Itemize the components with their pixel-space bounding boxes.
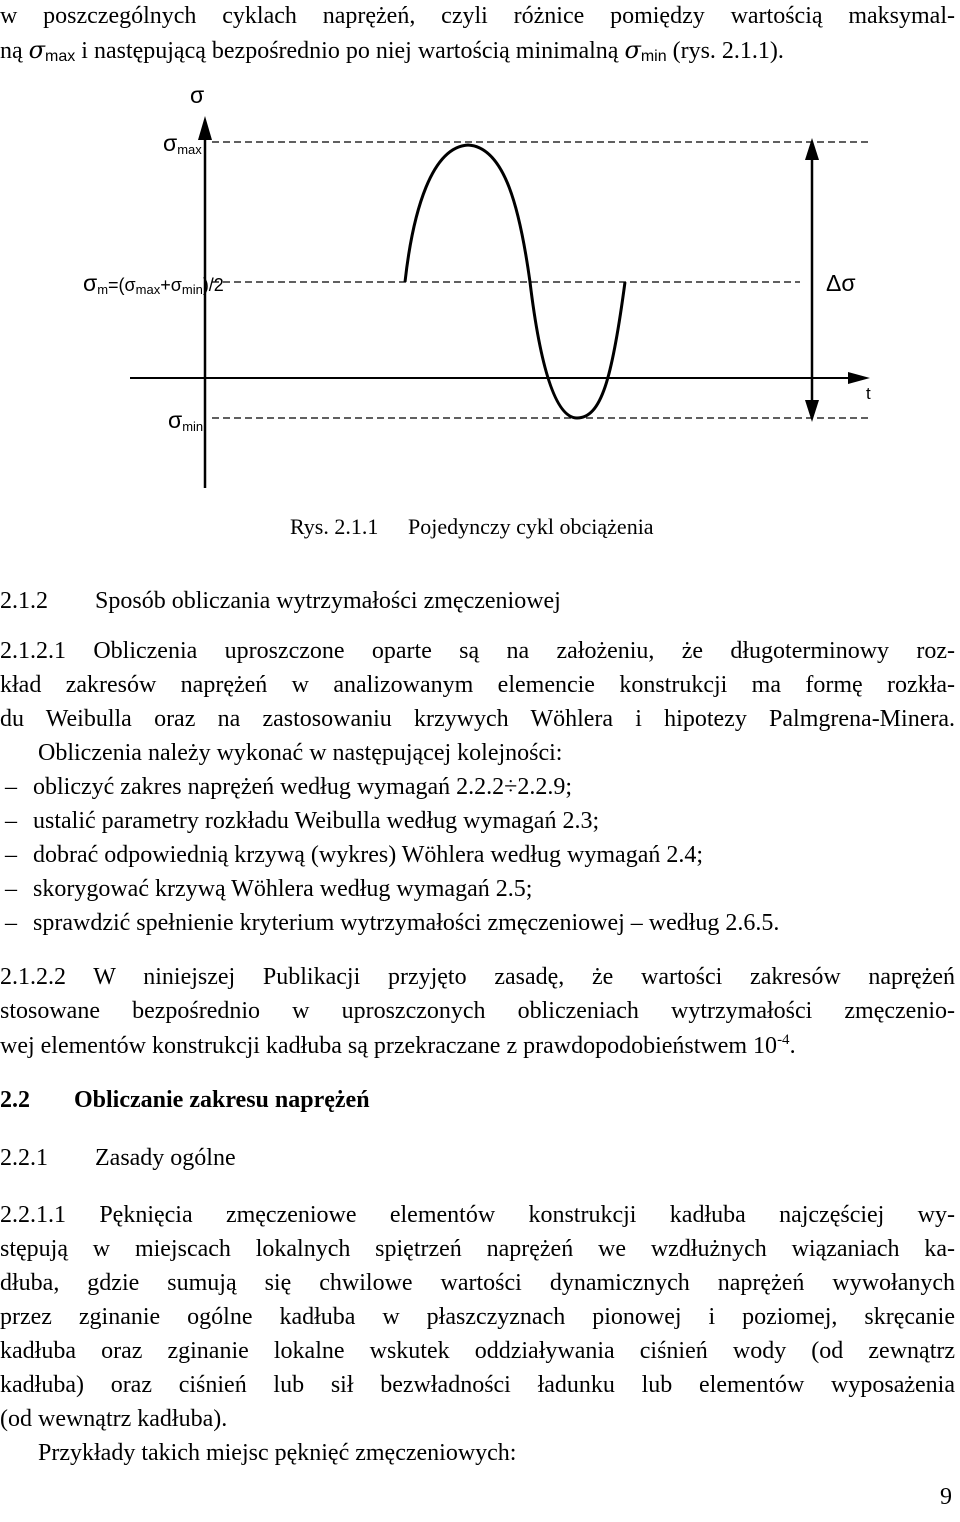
sigma-axis-label: σ: [190, 82, 205, 108]
para-2121-line-2: kład zakresów naprężeń w analizowanym elemencie konstrukcji ma formę rozkła-: [0, 672, 955, 698]
figure-caption: Rys. 2.1.1 Pojedynczy cykl obciążenia: [290, 514, 654, 539]
para-2121-line-1: 2.1.2.1 Obliczenia uproszczone oparte są na założeniu, że długoterminowy roz-: [0, 638, 955, 664]
para-22111-line-4: przez zginanie ogólne kadłuba w płaszczyznach pionowej i poziomej, skręcanie: [0, 1304, 955, 1330]
intro-line-2: ną $\sigma_{max}$ i następującą bezpośrednio po niej wartością minimalną $\sigma_{min}$ (rys. 2.1.1).: [0, 36, 784, 65]
sigma-m-label: $\sigma_m=(\sigma_{max}+\sigma_{min})/2$: [83, 270, 224, 297]
para-2121-line-3: du Weibulla oraz na zastosowaniu krzywych Wöhlera i hipotezy Palmgrena-Minera.: [0, 706, 955, 732]
section-2-2-1-heading: 2.2.1 Zasady ogólne: [0, 1145, 236, 1171]
section-2-2-heading: 2.2 Obliczanie zakresu naprężeń: [0, 1087, 370, 1113]
sigma-min-label: $\sigma_{min}$: [168, 407, 204, 434]
list-item: – ustalić parametry rozkładu Weibulla według wymagań 2.3;: [5, 808, 600, 834]
stress-cycle-figure: [0, 70, 960, 550]
para-22111-line-5: kadłuba oraz zginanie lokalne wskutek oddziaływania ciśnień wody (od zewnątrz: [0, 1338, 955, 1364]
para-22111-line-1: 2.2.1.1 Pęknięcia zmęczeniowe elementów konstrukcji kadłuba najczęściej wy-: [0, 1202, 955, 1228]
para-2122-line-2: stosowane bezpośrednio w uproszczonych obliczeniach wytrzymałości zmęczenio-: [0, 998, 955, 1024]
list-item: – dobrać odpowiednią krzywą (wykres) Wöhlera według wymagań 2.4;: [5, 842, 704, 868]
para-22111-line-3: dłuba, gdzie sumują się chwilowe wartości dynamicznych naprężeń wywołanych: [0, 1270, 955, 1296]
para-22111-line-7: (od wewnątrz kadłuba).: [0, 1406, 228, 1432]
delta-sigma-label: Δσ: [826, 270, 856, 296]
time-axis-label: t: [866, 384, 871, 403]
list-item: – skorygować krzywą Wöhlera według wymagań 2.5;: [5, 876, 533, 902]
page-number: 9: [940, 1484, 952, 1510]
para-22111-line-8: Przykłady takich miejsc pęknięć zmęczeniowych:: [38, 1440, 517, 1466]
list-item: – obliczyć zakres naprężeń według wymagań 2.2.2÷2.2.9;: [5, 774, 572, 800]
list-item: – sprawdzić spełnienie kryterium wytrzymałości zmęczeniowej – według 2.6.5.: [5, 910, 780, 936]
sigma-max-label: $\sigma_{max}$: [163, 130, 202, 157]
section-2-1-2-heading: 2.1.2 Sposób obliczania wytrzymałości zmęczeniowej: [0, 588, 561, 614]
para-2122-line-3: wej elementów konstrukcji kadłuba są przekraczane z prawdopodobieństwem $10^{-4}$.: [0, 1032, 796, 1059]
time-axis-arrow: [848, 372, 870, 384]
intro-line-1: w poszczególnych cyklach naprężeń, czyli różnice pomiędzy wartością maksymal-: [0, 3, 955, 29]
para-22111-line-2: stępują w miejscach lokalnych spiętrzeń naprężeń we wzdłużnych wiązaniach ka-: [0, 1236, 955, 1262]
para-2121-line-4: Obliczenia należy wykonać w następującej kolejności:: [38, 740, 563, 766]
para-2122-line-1: 2.1.2.2 W niniejszej Publikacji przyjęto zasadę, że wartości zakresów naprężeń: [0, 964, 955, 990]
para-22111-line-6: kadłuba) oraz ciśnień lub sił bezwładności ładunku lub elementów wyposażenia: [0, 1372, 955, 1398]
